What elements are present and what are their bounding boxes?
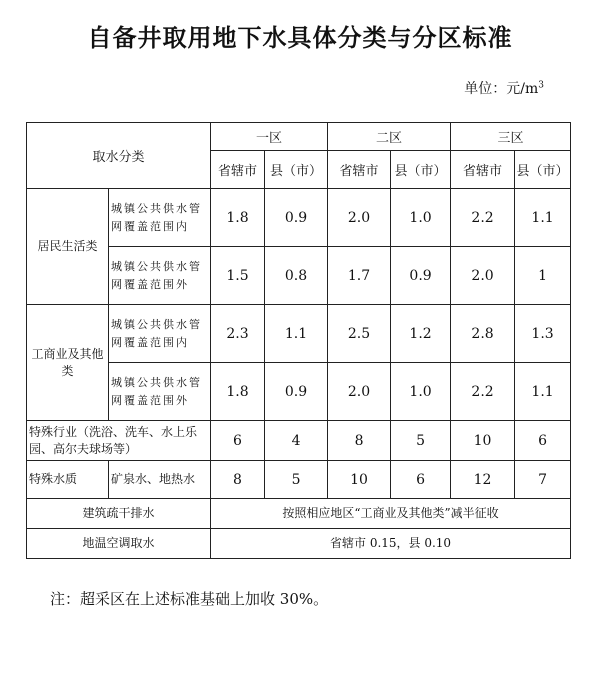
value-cell: 5 [391,421,451,461]
value-cell: 1.8 [211,363,265,421]
value-cell: 12 [451,461,515,499]
table-row [27,305,571,363]
category-special-industry: 特殊行业（洗浴、洗车、水上乐园、高尔夫球场等） [27,421,211,461]
value-cell: 2.2 [451,189,515,247]
category-construction: 建筑疏干排水 [27,499,211,529]
geothermal-rule: 省辖市 0.15，县 0.10 [211,529,571,559]
subcategory-cell: 城镇公共供水管网覆盖范围内 [109,305,211,363]
subcategory-cell: 城镇公共供水管网覆盖范围外 [109,247,211,305]
value-cell: 0.9 [265,189,328,247]
header-county: 县（市） [265,151,328,189]
header-corner: 取水分类 [27,123,211,189]
category-commercial: 工商业及其他类 [27,305,109,421]
value-cell: 2.0 [328,363,391,421]
value-cell: 1.3 [515,305,571,363]
header-zone-2: 二区 [328,123,451,151]
unit-text: 单位：元/m [464,81,539,97]
value-cell: 1.0 [391,363,451,421]
value-cell: 2.2 [451,363,515,421]
construction-rule: 按照相应地区“工商业及其他类”减半征收 [211,499,571,529]
value-cell: 1 [515,247,571,305]
value-cell: 1.5 [211,247,265,305]
unit-superscript: 3 [538,80,544,91]
value-cell: 2.3 [211,305,265,363]
value-cell: 1.7 [328,247,391,305]
header-city: 省辖市 [211,151,265,189]
unit-label [464,78,544,98]
value-cell: 2.0 [451,247,515,305]
value-cell: 1.8 [211,189,265,247]
header-city: 省辖市 [451,151,515,189]
table-row-special-industry [27,421,571,461]
table-row-geothermal [27,529,571,559]
header-county: 县（市） [391,151,451,189]
value-cell: 2.0 [328,189,391,247]
value-cell: 2.5 [328,305,391,363]
page-title: 自备井取用地下水具体分类与分区标准 [87,24,513,52]
footnote: 注：超采区在上述标准基础上加收 30%。 [50,590,329,608]
value-cell: 1.1 [515,189,571,247]
value-cell: 6 [211,421,265,461]
value-cell: 0.9 [265,363,328,421]
category-residential: 居民生活类 [27,189,109,305]
value-cell: 1.1 [265,305,328,363]
value-cell: 4 [265,421,328,461]
table-row [27,247,571,305]
value-cell: 1.2 [391,305,451,363]
header-county: 县（市） [515,151,571,189]
value-cell: 10 [451,421,515,461]
value-cell: 8 [211,461,265,499]
header-row-zones [27,123,571,151]
value-cell: 7 [515,461,571,499]
header-zone-3: 三区 [451,123,571,151]
value-cell: 1.1 [515,363,571,421]
category-special-quality: 特殊水质 [27,461,109,499]
fee-table [26,122,571,559]
table-row [27,363,571,421]
value-cell: 5 [265,461,328,499]
value-cell: 6 [391,461,451,499]
value-cell: 0.8 [265,247,328,305]
value-cell: 1.0 [391,189,451,247]
value-cell: 10 [328,461,391,499]
subcategory-cell: 矿泉水、地热水 [109,461,211,499]
value-cell: 0.9 [391,247,451,305]
table-row-construction [27,499,571,529]
subcategory-cell: 城镇公共供水管网覆盖范围内 [109,189,211,247]
header-city: 省辖市 [328,151,391,189]
subcategory-cell: 城镇公共供水管网覆盖范围外 [109,363,211,421]
table-row [27,189,571,247]
value-cell: 2.8 [451,305,515,363]
category-geothermal: 地温空调取水 [27,529,211,559]
value-cell: 6 [515,421,571,461]
table-row-special-quality [27,461,571,499]
value-cell: 8 [328,421,391,461]
header-zone-1: 一区 [211,123,328,151]
